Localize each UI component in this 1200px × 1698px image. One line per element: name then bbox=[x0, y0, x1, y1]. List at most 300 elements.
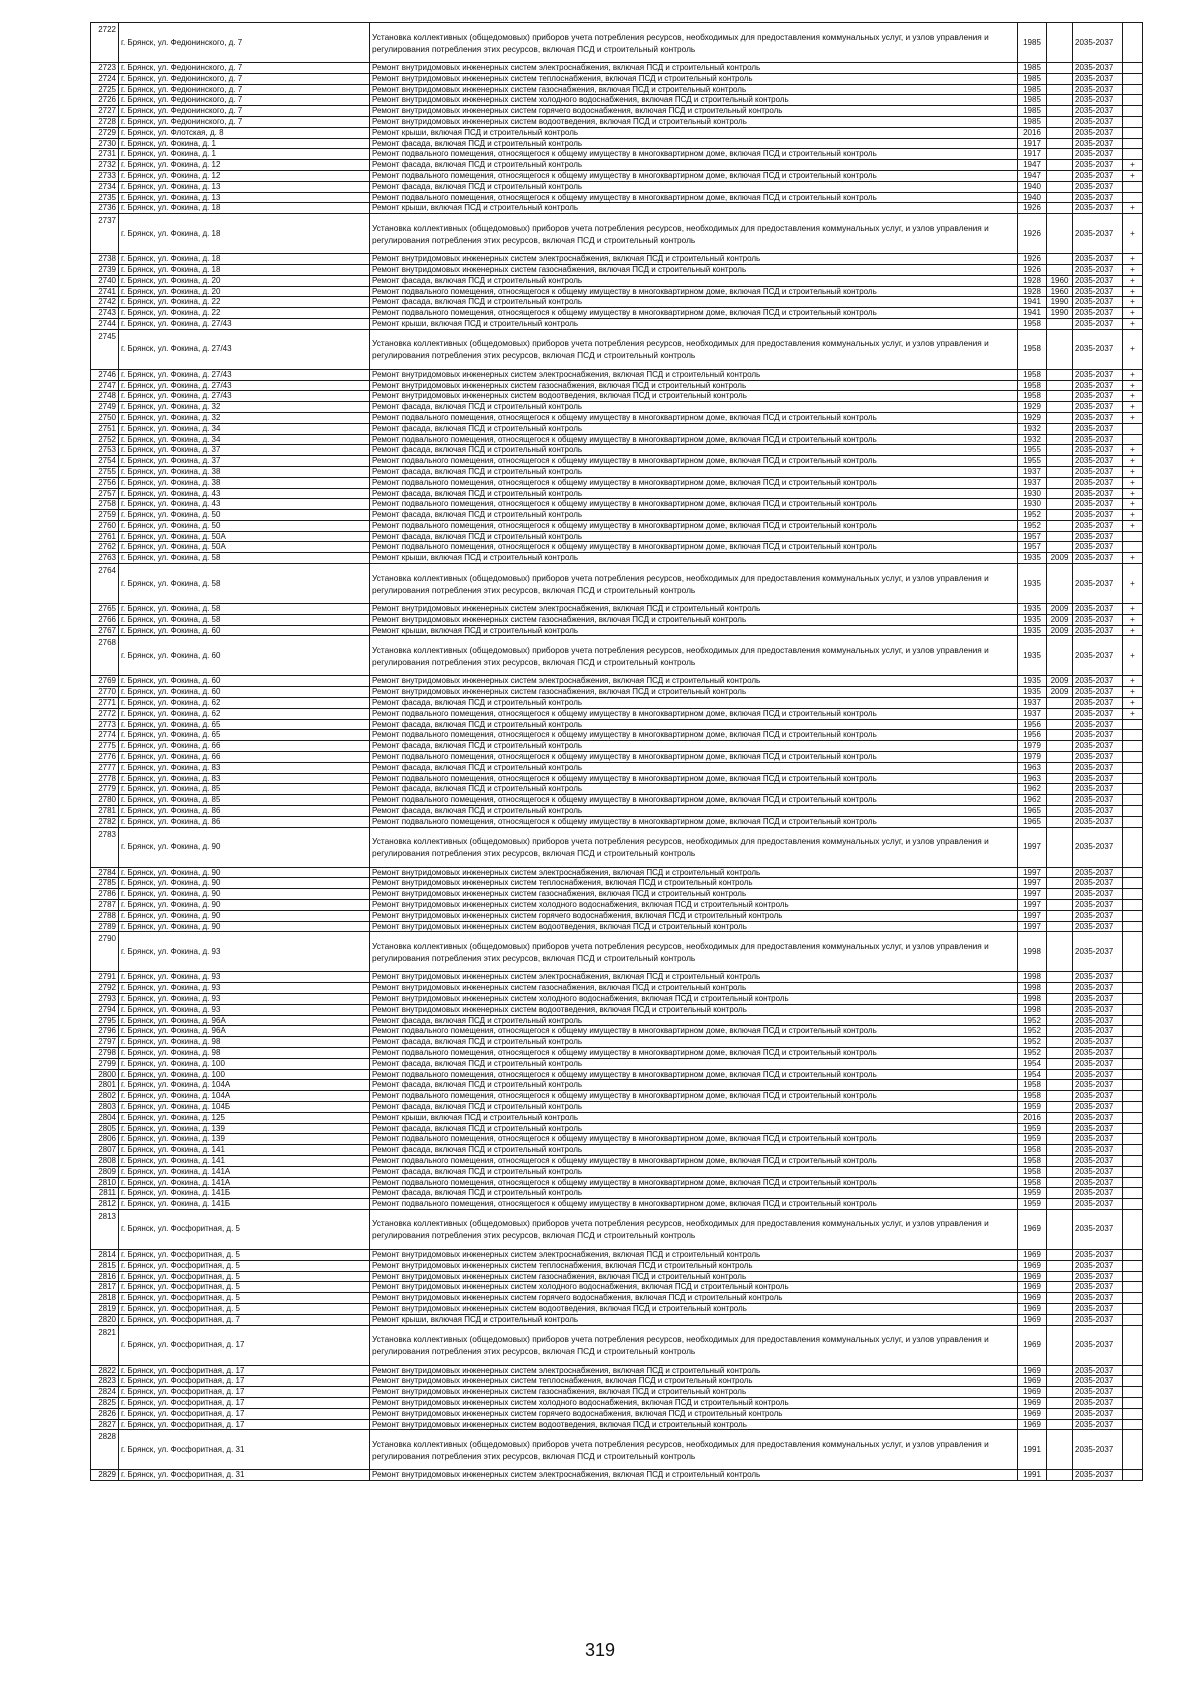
planned-period-cell: 2035-2037 bbox=[1073, 106, 1123, 117]
planned-period-cell: 2035-2037 bbox=[1073, 531, 1123, 542]
address-cell: г. Брянск, ул. Фокина, д. 18 bbox=[119, 254, 370, 265]
table-row bbox=[91, 23, 1143, 63]
build-year-cell: 1952 bbox=[1018, 1037, 1047, 1048]
table-row bbox=[91, 752, 1143, 763]
reconstruction-year-cell bbox=[1047, 214, 1073, 254]
reconstruction-year-cell bbox=[1047, 531, 1073, 542]
reconstruction-year-cell bbox=[1047, 488, 1073, 499]
flag-cell: + bbox=[1123, 676, 1143, 687]
planned-period-cell: 2035-2037 bbox=[1073, 520, 1123, 531]
flag-cell: + bbox=[1123, 510, 1143, 521]
address-cell: г. Брянск, ул. Фокина, д. 104Б bbox=[119, 1101, 370, 1112]
reconstruction-year-cell bbox=[1047, 1430, 1073, 1470]
table-row bbox=[91, 127, 1143, 138]
work-type-cell: Ремонт фасада, включая ПСД и строительный контроль bbox=[370, 1037, 1018, 1048]
address-cell: г. Брянск, ул. Фосфоритная, д. 17 bbox=[119, 1397, 370, 1408]
work-type-cell: Ремонт внутридомовых инженерных систем газоснабжения, включая ПСД и строительный контроль bbox=[370, 1387, 1018, 1398]
address-cell: г. Брянск, ул. Федюнинского, д. 7 bbox=[119, 73, 370, 84]
reconstruction-year-cell bbox=[1047, 1004, 1073, 1015]
table-row bbox=[91, 1166, 1143, 1177]
row-number: 2755 bbox=[91, 466, 119, 477]
address-cell: г. Брянск, ул. Фокина, д. 100 bbox=[119, 1058, 370, 1069]
planned-period-cell: 2035-2037 bbox=[1073, 127, 1123, 138]
reconstruction-year-cell bbox=[1047, 23, 1073, 63]
row-number: 2756 bbox=[91, 477, 119, 488]
table-row bbox=[91, 698, 1143, 709]
table-row bbox=[91, 170, 1143, 181]
table-row bbox=[91, 1260, 1143, 1271]
reconstruction-year-cell bbox=[1047, 773, 1073, 784]
flag-cell: + bbox=[1123, 614, 1143, 625]
planned-period-cell: 2035-2037 bbox=[1073, 286, 1123, 297]
row-number: 2829 bbox=[91, 1470, 119, 1481]
table-row bbox=[91, 95, 1143, 106]
flag-cell bbox=[1123, 116, 1143, 127]
build-year-cell: 1952 bbox=[1018, 520, 1047, 531]
flag-cell bbox=[1123, 63, 1143, 74]
table-row bbox=[91, 1271, 1143, 1282]
planned-period-cell: 2035-2037 bbox=[1073, 466, 1123, 477]
work-type-cell: Установка коллективных (общедомовых) приборов учета потребления ресурсов, необходимых для предоставления коммунальных услуг, и узлов управления и регулирования потребления этих ресурсов, включая ПСД и строительный контроль bbox=[370, 932, 1018, 972]
planned-period-cell: 2035-2037 bbox=[1073, 264, 1123, 275]
row-number: 2723 bbox=[91, 63, 119, 74]
address-cell: г. Брянск, ул. Фокина, д. 1 bbox=[119, 149, 370, 160]
build-year-cell: 1969 bbox=[1018, 1303, 1047, 1314]
row-number: 2781 bbox=[91, 806, 119, 817]
table-row bbox=[91, 264, 1143, 275]
address-cell: г. Брянск, ул. Фокина, д. 104А bbox=[119, 1080, 370, 1091]
reconstruction-year-cell bbox=[1047, 1047, 1073, 1058]
flag-cell bbox=[1123, 1293, 1143, 1304]
repair-program-table bbox=[90, 22, 1143, 1481]
flag-cell bbox=[1123, 1177, 1143, 1188]
address-cell: г. Брянск, ул. Фосфоритная, д. 5 bbox=[119, 1293, 370, 1304]
flag-cell bbox=[1123, 806, 1143, 817]
address-cell: г. Брянск, ул. Фокина, д. 65 bbox=[119, 730, 370, 741]
build-year-cell: 1958 bbox=[1018, 380, 1047, 391]
reconstruction-year-cell bbox=[1047, 1271, 1073, 1282]
work-type-cell: Ремонт фасада, включая ПСД и строительный контроль bbox=[370, 445, 1018, 456]
work-type-cell: Ремонт внутридомовых инженерных систем газоснабжения, включая ПСД и строительный контроль bbox=[370, 1271, 1018, 1282]
build-year-cell: 1958 bbox=[1018, 369, 1047, 380]
planned-period-cell: 2035-2037 bbox=[1073, 1188, 1123, 1199]
address-cell: г. Брянск, ул. Фокина, д. 58 bbox=[119, 553, 370, 564]
work-type-cell: Ремонт фасада, включая ПСД и строительный контроль bbox=[370, 1145, 1018, 1156]
work-type-cell: Ремонт внутридомовых инженерных систем электроснабжения, включая ПСД и строительный контроль bbox=[370, 1470, 1018, 1481]
row-number: 2771 bbox=[91, 698, 119, 709]
row-number: 2769 bbox=[91, 676, 119, 687]
build-year-cell: 1947 bbox=[1018, 170, 1047, 181]
build-year-cell: 1930 bbox=[1018, 488, 1047, 499]
flag-cell bbox=[1123, 1101, 1143, 1112]
build-year-cell: 1969 bbox=[1018, 1365, 1047, 1376]
work-type-cell: Ремонт внутридомовых инженерных систем электроснабжения, включая ПСД и строительный контроль bbox=[370, 254, 1018, 265]
build-year-cell: 1959 bbox=[1018, 1101, 1047, 1112]
address-cell: г. Брянск, ул. Фокина, д. 27/43 bbox=[119, 329, 370, 369]
row-number: 2744 bbox=[91, 318, 119, 329]
flag-cell: + bbox=[1123, 254, 1143, 265]
work-type-cell: Ремонт внутридомовых инженерных систем водоотведения, включая ПСД и строительный контроль bbox=[370, 391, 1018, 402]
row-number: 2774 bbox=[91, 730, 119, 741]
reconstruction-year-cell bbox=[1047, 1397, 1073, 1408]
work-type-cell: Ремонт внутридомовых инженерных систем горячего водоснабжения, включая ПСД и строительный контроль bbox=[370, 910, 1018, 921]
build-year-cell: 1957 bbox=[1018, 531, 1047, 542]
work-type-cell: Ремонт внутридомовых инженерных систем горячего водоснабжения, включая ПСД и строительный контроль bbox=[370, 1408, 1018, 1419]
planned-period-cell: 2035-2037 bbox=[1073, 149, 1123, 160]
address-cell: г. Брянск, ул. Фокина, д. 37 bbox=[119, 445, 370, 456]
address-cell: г. Брянск, ул. Фокина, д. 50 bbox=[119, 520, 370, 531]
address-cell: г. Брянск, ул. Фокина, д. 83 bbox=[119, 773, 370, 784]
flag-cell bbox=[1123, 1166, 1143, 1177]
build-year-cell: 1928 bbox=[1018, 275, 1047, 286]
work-type-cell: Установка коллективных (общедомовых) приборов учета потребления ресурсов, необходимых для предоставления коммунальных услуг, и узлов управления и регулирования потребления этих ресурсов, включая ПСД и строительный контроль bbox=[370, 214, 1018, 254]
build-year-cell: 1926 bbox=[1018, 254, 1047, 265]
work-type-cell: Ремонт внутридомовых инженерных систем водоотведения, включая ПСД и строительный контроль bbox=[370, 1303, 1018, 1314]
planned-period-cell: 2035-2037 bbox=[1073, 1004, 1123, 1015]
reconstruction-year-cell bbox=[1047, 636, 1073, 676]
reconstruction-year-cell bbox=[1047, 932, 1073, 972]
table-row bbox=[91, 308, 1143, 319]
row-number: 2806 bbox=[91, 1134, 119, 1145]
flag-cell bbox=[1123, 1091, 1143, 1102]
reconstruction-year-cell bbox=[1047, 369, 1073, 380]
reconstruction-year-cell bbox=[1047, 1058, 1073, 1069]
reconstruction-year-cell bbox=[1047, 106, 1073, 117]
planned-period-cell: 2035-2037 bbox=[1073, 1155, 1123, 1166]
build-year-cell: 1958 bbox=[1018, 1177, 1047, 1188]
reconstruction-year-cell bbox=[1047, 784, 1073, 795]
table-row bbox=[91, 910, 1143, 921]
build-year-cell: 1958 bbox=[1018, 318, 1047, 329]
address-cell: г. Брянск, ул. Фокина, д. 43 bbox=[119, 499, 370, 510]
flag-cell bbox=[1123, 1058, 1143, 1069]
row-number: 2728 bbox=[91, 116, 119, 127]
address-cell: г. Брянск, ул. Фокина, д. 60 bbox=[119, 687, 370, 698]
build-year-cell: 1947 bbox=[1018, 160, 1047, 171]
table-row bbox=[91, 192, 1143, 203]
build-year-cell: 1958 bbox=[1018, 329, 1047, 369]
table-row bbox=[91, 867, 1143, 878]
build-year-cell: 1985 bbox=[1018, 73, 1047, 84]
work-type-cell: Ремонт фасада, включая ПСД и строительный контроль bbox=[370, 488, 1018, 499]
flag-cell bbox=[1123, 1188, 1143, 1199]
row-number: 2734 bbox=[91, 181, 119, 192]
table-row bbox=[91, 445, 1143, 456]
flag-cell: + bbox=[1123, 687, 1143, 698]
reconstruction-year-cell bbox=[1047, 1123, 1073, 1134]
reconstruction-year-cell bbox=[1047, 719, 1073, 730]
address-cell: г. Брянск, ул. Фокина, д. 104А bbox=[119, 1091, 370, 1102]
work-type-cell: Ремонт фасада, включая ПСД и строительный контроль bbox=[370, 423, 1018, 434]
table-row bbox=[91, 1419, 1143, 1430]
flag-cell bbox=[1123, 1123, 1143, 1134]
page-number: 319 bbox=[584, 1640, 616, 1660]
address-cell: г. Брянск, ул. Фокина, д. 58 bbox=[119, 564, 370, 604]
flag-cell bbox=[1123, 1365, 1143, 1376]
table-row bbox=[91, 466, 1143, 477]
row-number: 2794 bbox=[91, 1004, 119, 1015]
row-number: 2807 bbox=[91, 1145, 119, 1156]
reconstruction-year-cell bbox=[1047, 1101, 1073, 1112]
planned-period-cell: 2035-2037 bbox=[1073, 1314, 1123, 1325]
planned-period-cell: 2035-2037 bbox=[1073, 1209, 1123, 1249]
row-number: 2813 bbox=[91, 1209, 119, 1249]
table-row bbox=[91, 741, 1143, 752]
work-type-cell: Ремонт фасада, включая ПСД и строительный контроль bbox=[370, 719, 1018, 730]
planned-period-cell: 2035-2037 bbox=[1073, 1271, 1123, 1282]
flag-cell bbox=[1123, 773, 1143, 784]
flag-cell bbox=[1123, 1387, 1143, 1398]
address-cell: г. Брянск, ул. Фокина, д. 65 bbox=[119, 719, 370, 730]
table-row bbox=[91, 1091, 1143, 1102]
address-cell: г. Брянск, ул. Фосфоритная, д. 17 bbox=[119, 1419, 370, 1430]
build-year-cell: 2016 bbox=[1018, 127, 1047, 138]
reconstruction-year-cell bbox=[1047, 698, 1073, 709]
build-year-cell: 1969 bbox=[1018, 1376, 1047, 1387]
work-type-cell: Ремонт подвального помещения, относящегося к общему имуществу в многоквартирном доме, включая ПСД и строительный контроль bbox=[370, 708, 1018, 719]
row-number: 2763 bbox=[91, 553, 119, 564]
table-row bbox=[91, 676, 1143, 687]
flag-cell bbox=[1123, 106, 1143, 117]
address-cell: г. Брянск, ул. Фосфоритная, д. 17 bbox=[119, 1376, 370, 1387]
table-row bbox=[91, 1430, 1143, 1470]
reconstruction-year-cell bbox=[1047, 1314, 1073, 1325]
table-row bbox=[91, 181, 1143, 192]
flag-cell: + bbox=[1123, 214, 1143, 254]
flag-cell bbox=[1123, 1209, 1143, 1249]
build-year-cell: 1985 bbox=[1018, 106, 1047, 117]
planned-period-cell: 2035-2037 bbox=[1073, 1199, 1123, 1210]
row-number: 2759 bbox=[91, 510, 119, 521]
build-year-cell: 1935 bbox=[1018, 636, 1047, 676]
flag-cell: + bbox=[1123, 203, 1143, 214]
work-type-cell: Установка коллективных (общедомовых) приборов учета потребления ресурсов, необходимых для предоставления коммунальных услуг, и узлов управления и регулирования потребления этих ресурсов, включая ПСД и строительный контроль bbox=[370, 827, 1018, 867]
reconstruction-year-cell bbox=[1047, 867, 1073, 878]
flag-cell: + bbox=[1123, 318, 1143, 329]
work-type-cell: Ремонт крыши, включая ПСД и строительный контроль bbox=[370, 203, 1018, 214]
table-row bbox=[91, 477, 1143, 488]
flag-cell bbox=[1123, 900, 1143, 911]
work-type-cell: Ремонт подвального помещения, относящегося к общему имуществу в многоквартирном доме, включая ПСД и строительный контроль bbox=[370, 730, 1018, 741]
work-type-cell: Ремонт подвального помещения, относящегося к общему имуществу в многоквартирном доме, включая ПСД и строительный контроль bbox=[370, 542, 1018, 553]
work-type-cell: Ремонт фасада, включая ПСД и строительный контроль bbox=[370, 466, 1018, 477]
table-row bbox=[91, 773, 1143, 784]
table-row bbox=[91, 994, 1143, 1005]
table-row bbox=[91, 1325, 1143, 1365]
planned-period-cell: 2035-2037 bbox=[1073, 1293, 1123, 1304]
table-row bbox=[91, 412, 1143, 423]
flag-cell: + bbox=[1123, 488, 1143, 499]
row-number: 2803 bbox=[91, 1101, 119, 1112]
address-cell: г. Брянск, ул. Фокина, д. 90 bbox=[119, 921, 370, 932]
table-row bbox=[91, 1177, 1143, 1188]
row-number: 2799 bbox=[91, 1058, 119, 1069]
work-type-cell: Ремонт крыши, включая ПСД и строительный контроль bbox=[370, 625, 1018, 636]
build-year-cell: 1959 bbox=[1018, 1123, 1047, 1134]
work-type-cell: Ремонт фасада, включая ПСД и строительный контроль bbox=[370, 1015, 1018, 1026]
reconstruction-year-cell: 2009 bbox=[1047, 676, 1073, 687]
planned-period-cell: 2035-2037 bbox=[1073, 687, 1123, 698]
flag-cell bbox=[1123, 127, 1143, 138]
flag-cell bbox=[1123, 1282, 1143, 1293]
planned-period-cell: 2035-2037 bbox=[1073, 542, 1123, 553]
flag-cell bbox=[1123, 23, 1143, 63]
address-cell: г. Брянск, ул. Федюнинского, д. 7 bbox=[119, 106, 370, 117]
row-number: 2816 bbox=[91, 1271, 119, 1282]
address-cell: г. Брянск, ул. Фосфоритная, д. 7 bbox=[119, 1314, 370, 1325]
work-type-cell: Ремонт внутридомовых инженерных систем электроснабжения, включая ПСД и строительный контроль bbox=[370, 1249, 1018, 1260]
reconstruction-year-cell bbox=[1047, 910, 1073, 921]
work-type-cell: Ремонт подвального помещения, относящегося к общему имуществу в многоквартирном доме, включая ПСД и строительный контроль bbox=[370, 1069, 1018, 1080]
work-type-cell: Ремонт фасада, включая ПСД и строительный контроль bbox=[370, 1058, 1018, 1069]
flag-cell bbox=[1123, 730, 1143, 741]
planned-period-cell: 2035-2037 bbox=[1073, 827, 1123, 867]
address-cell: г. Брянск, ул. Фокина, д. 20 bbox=[119, 275, 370, 286]
work-type-cell: Ремонт внутридомовых инженерных систем газоснабжения, включая ПСД и строительный контроль bbox=[370, 614, 1018, 625]
table-row bbox=[91, 1470, 1143, 1481]
address-cell: г. Брянск, ул. Фосфоритная, д. 5 bbox=[119, 1209, 370, 1249]
flag-cell bbox=[1123, 827, 1143, 867]
flag-cell bbox=[1123, 423, 1143, 434]
row-number: 2792 bbox=[91, 983, 119, 994]
planned-period-cell: 2035-2037 bbox=[1073, 1387, 1123, 1398]
build-year-cell: 1969 bbox=[1018, 1408, 1047, 1419]
address-cell: г. Брянск, ул. Фосфоритная, д. 31 bbox=[119, 1430, 370, 1470]
flag-cell bbox=[1123, 542, 1143, 553]
table-row bbox=[91, 1293, 1143, 1304]
planned-period-cell: 2035-2037 bbox=[1073, 910, 1123, 921]
table-row bbox=[91, 106, 1143, 117]
reconstruction-year-cell bbox=[1047, 795, 1073, 806]
build-year-cell: 1969 bbox=[1018, 1293, 1047, 1304]
reconstruction-year-cell bbox=[1047, 1155, 1073, 1166]
row-number: 2768 bbox=[91, 636, 119, 676]
address-cell: г. Брянск, ул. Фокина, д. 90 bbox=[119, 867, 370, 878]
work-type-cell: Ремонт внутридомовых инженерных систем электроснабжения, включая ПСД и строительный контроль bbox=[370, 1365, 1018, 1376]
work-type-cell: Ремонт фасада, включая ПСД и строительный контроль bbox=[370, 784, 1018, 795]
reconstruction-year-cell: 2009 bbox=[1047, 604, 1073, 615]
build-year-cell: 1997 bbox=[1018, 921, 1047, 932]
flag-cell bbox=[1123, 138, 1143, 149]
planned-period-cell: 2035-2037 bbox=[1073, 1249, 1123, 1260]
table-row bbox=[91, 900, 1143, 911]
work-type-cell: Ремонт подвального помещения, относящегося к общему имуществу в многоквартирном доме, включая ПСД и строительный контроль bbox=[370, 520, 1018, 531]
reconstruction-year-cell bbox=[1047, 1293, 1073, 1304]
work-type-cell: Ремонт подвального помещения, относящегося к общему имуществу в многоквартирном доме, включая ПСД и строительный контроль bbox=[370, 499, 1018, 510]
address-cell: г. Брянск, ул. Фокина, д. 98 bbox=[119, 1037, 370, 1048]
address-cell: г. Брянск, ул. Фокина, д. 50 bbox=[119, 510, 370, 521]
reconstruction-year-cell: 2009 bbox=[1047, 614, 1073, 625]
table-row bbox=[91, 1058, 1143, 1069]
row-number: 2822 bbox=[91, 1365, 119, 1376]
row-number: 2731 bbox=[91, 149, 119, 160]
row-number: 2735 bbox=[91, 192, 119, 203]
reconstruction-year-cell: 1960 bbox=[1047, 286, 1073, 297]
build-year-cell: 1941 bbox=[1018, 297, 1047, 308]
reconstruction-year-cell bbox=[1047, 994, 1073, 1005]
row-number: 2796 bbox=[91, 1026, 119, 1037]
work-type-cell: Ремонт подвального помещения, относящегося к общему имуществу в многоквартирном доме, включая ПСД и строительный контроль bbox=[370, 456, 1018, 467]
row-number: 2753 bbox=[91, 445, 119, 456]
build-year-cell: 1997 bbox=[1018, 827, 1047, 867]
table-row bbox=[91, 499, 1143, 510]
row-number: 2815 bbox=[91, 1260, 119, 1271]
reconstruction-year-cell bbox=[1047, 149, 1073, 160]
row-number: 2757 bbox=[91, 488, 119, 499]
work-type-cell: Ремонт внутридомовых инженерных систем электроснабжения, включая ПСД и строительный контроль bbox=[370, 867, 1018, 878]
row-number: 2785 bbox=[91, 878, 119, 889]
row-number: 2730 bbox=[91, 138, 119, 149]
planned-period-cell: 2035-2037 bbox=[1073, 402, 1123, 413]
flag-cell: + bbox=[1123, 499, 1143, 510]
work-type-cell: Ремонт внутридомовых инженерных систем водоотведения, включая ПСД и строительный контроль bbox=[370, 1419, 1018, 1430]
table-row bbox=[91, 816, 1143, 827]
row-number: 2754 bbox=[91, 456, 119, 467]
build-year-cell: 1969 bbox=[1018, 1397, 1047, 1408]
reconstruction-year-cell bbox=[1047, 1177, 1073, 1188]
reconstruction-year-cell: 2009 bbox=[1047, 553, 1073, 564]
planned-period-cell: 2035-2037 bbox=[1073, 625, 1123, 636]
row-number: 2809 bbox=[91, 1166, 119, 1177]
row-number: 2828 bbox=[91, 1430, 119, 1470]
table-row bbox=[91, 1080, 1143, 1091]
row-number: 2739 bbox=[91, 264, 119, 275]
table-row bbox=[91, 553, 1143, 564]
address-cell: г. Брянск, ул. Фокина, д. 18 bbox=[119, 264, 370, 275]
reconstruction-year-cell bbox=[1047, 192, 1073, 203]
address-cell: г. Брянск, ул. Фокина, д. 139 bbox=[119, 1134, 370, 1145]
table-row bbox=[91, 318, 1143, 329]
flag-cell: + bbox=[1123, 160, 1143, 171]
build-year-cell: 1969 bbox=[1018, 1282, 1047, 1293]
table-row bbox=[91, 983, 1143, 994]
row-number: 2814 bbox=[91, 1249, 119, 1260]
address-cell: г. Брянск, ул. Фокина, д. 85 bbox=[119, 784, 370, 795]
build-year-cell: 1998 bbox=[1018, 1004, 1047, 1015]
address-cell: г. Брянск, ул. Фокина, д. 18 bbox=[119, 214, 370, 254]
row-number: 2817 bbox=[91, 1282, 119, 1293]
table-row bbox=[91, 297, 1143, 308]
build-year-cell: 1959 bbox=[1018, 1199, 1047, 1210]
address-cell: г. Брянск, ул. Фокина, д. 141 bbox=[119, 1155, 370, 1166]
table-row bbox=[91, 614, 1143, 625]
table-row bbox=[91, 625, 1143, 636]
work-type-cell: Ремонт внутридомовых инженерных систем холодного водоснабжения, включая ПСД и строительный контроль bbox=[370, 95, 1018, 106]
address-cell: г. Брянск, ул. Фокина, д. 141Б bbox=[119, 1199, 370, 1210]
reconstruction-year-cell bbox=[1047, 170, 1073, 181]
planned-period-cell: 2035-2037 bbox=[1073, 84, 1123, 95]
table-row bbox=[91, 63, 1143, 74]
planned-period-cell: 2035-2037 bbox=[1073, 741, 1123, 752]
table-row bbox=[91, 889, 1143, 900]
build-year-cell: 1962 bbox=[1018, 784, 1047, 795]
reconstruction-year-cell bbox=[1047, 900, 1073, 911]
flag-cell: + bbox=[1123, 708, 1143, 719]
row-number: 2827 bbox=[91, 1419, 119, 1430]
build-year-cell: 1998 bbox=[1018, 972, 1047, 983]
planned-period-cell: 2035-2037 bbox=[1073, 1026, 1123, 1037]
row-number: 2802 bbox=[91, 1091, 119, 1102]
address-cell: г. Брянск, ул. Фосфоритная, д. 31 bbox=[119, 1470, 370, 1481]
address-cell: г. Брянск, ул. Фокина, д. 60 bbox=[119, 625, 370, 636]
work-type-cell: Ремонт подвального помещения, относящегося к общему имуществу в многоквартирном доме, включая ПСД и строительный контроль bbox=[370, 1155, 1018, 1166]
address-cell: г. Брянск, ул. Фокина, д. 85 bbox=[119, 795, 370, 806]
table-row bbox=[91, 1397, 1143, 1408]
work-type-cell: Ремонт подвального помещения, относящегося к общему имуществу в многоквартирном доме, включая ПСД и строительный контроль bbox=[370, 477, 1018, 488]
row-number: 2784 bbox=[91, 867, 119, 878]
reconstruction-year-cell bbox=[1047, 63, 1073, 74]
address-cell: г. Брянск, ул. Фокина, д. 27/43 bbox=[119, 391, 370, 402]
